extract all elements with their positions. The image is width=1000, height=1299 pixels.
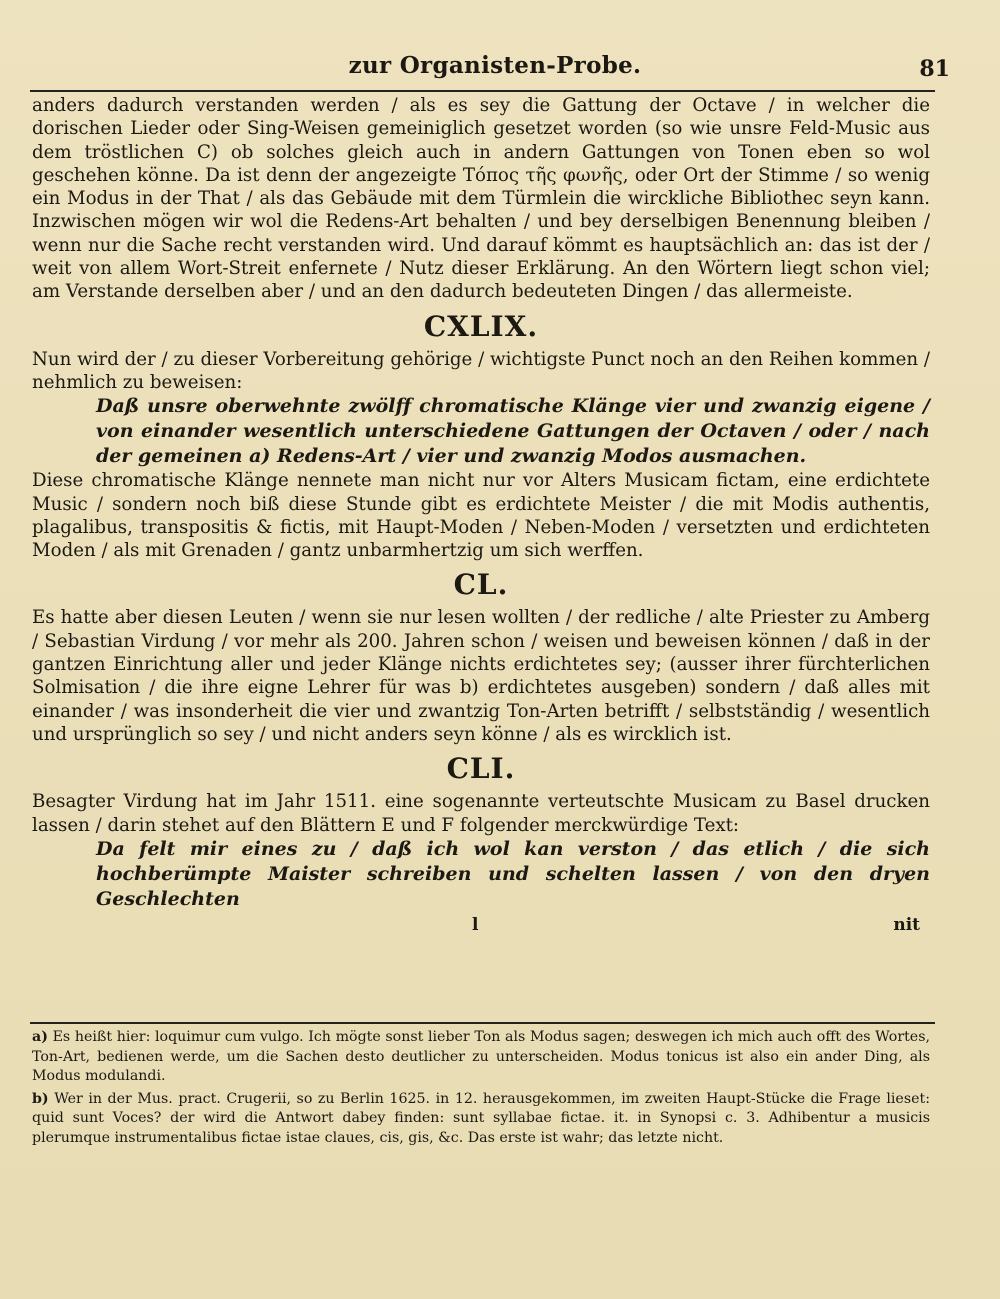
virdung-quote: Da felt mir eines zu / daß ich wol kan verston / das etlich / die sich hochberümpte Maister schreiben und schelten lassen / von den dryen Geschlechten [96, 837, 930, 910]
page-number: 81 [919, 56, 950, 82]
footnotes [32, 1028, 930, 1151]
section-number-150: CL. [453, 568, 509, 602]
page-header [30, 52, 960, 82]
paragraph-150: Es hatte aber diesen Leuten / wenn sie nur lesen wollten / der redliche / alte Priester zu Amberg / Sebastian Virdung / vor mehr als 200. Jahren schon / weisen und beweisen können / daß in der gantzen Einrichtung aller und jeder Klänge nichts erdichtetes sey; (ausser ihrer fürchterlichen Solmisation / die ihre eigne Lehrer für was b) erdichtetes ausgeben) sondern / daß alles mit einander / was insonderheit die vier und zwantzig Ton-Arten betrifft / selbstständig / wesentlich und ursprünglich so sey / und nicht anders seyn könne / als es wircklich ist. [32, 607, 930, 745]
catchword-line [32, 914, 930, 937]
main-text [32, 94, 930, 937]
footnote-b-mark: b) [32, 1090, 49, 1107]
footnote-b [32, 1090, 930, 1149]
paragraph-continuation: anders dadurch verstanden werden / als es sey die Gattung der Octave / in welcher die dorischen Lieder oder Sing-Weisen gemeiniglich gesetzet worden (so wie unsre Feld-Music aus dem tröstlichen C) ob solches gleich auch in andern Gattungen von Tonen eben so wol geschehen könne. Da ist denn der angezeigte Τόπος τῆς φωνῆς, oder Ort der Stimme / so wenig ein Modus in der That / als das Gebäude mit dem Türmlein die wirckliche Bibliothec seyn kann. Inzwischen mögen wir wol die Redens-Art behalten / und bey derselbigen Benennung bleiben / wenn nur die Sache recht verstanden wird. Und darauf kömmt es hauptsächlich an: das ist der / weit von allem Wort-Streit enfernete / Nutz dieser Erklärung. An den Wörtern liegt schon viel; am Verstande derselben aber / und an den dadurch bedeuteten Dingen / das allermeiste. [32, 95, 930, 303]
signature-mark: l [472, 914, 479, 935]
section-number-149: CXLIX. [423, 309, 539, 343]
footnote-a-mark: a) [32, 1029, 48, 1045]
paragraph-151: Besagter Virdung hat im Jahr 1511. eine sogenannte verteutschte Musicam zu Basel drucken lassen / darin stehet auf den Blättern E und F folgender merckwürdige Text: [32, 791, 930, 836]
catchword: nit [893, 914, 920, 935]
paragraph-149: Nun wird der / zu dieser Vorbereitung gehörige / wichtigste Punct noch an den Reihen kommen / nehmlich zu beweisen: [32, 348, 930, 393]
paragraph-149-b: Diese chromatische Klänge nennete man nicht nur vor Alters Musicam fictam, eine erdichtete Music / sondern noch biß diese Stunde gibt es erdichtete Meister / die mit Modis authentis, plagalibus, transpositis & fictis, mit Haupt-Moden / Neben-Moden / versetzten und erdichteten Moden / als mit Grenaden / gantz unbarmhertzig um sich werffen. [32, 470, 930, 562]
section-number-151: CLI. [446, 752, 516, 786]
footnote-b-text: Wer in der Mus. pract. Crugerii, so zu Berlin 1625. in 12. herausgekommen, im zweiten Haupt-Stücke die Frage lieset: quid sunt Voces? der wird die Antwort dabey finden: sunt syllabae fictae. it. in Synopsi c. 3. Adhibentur a musicis plerumque instrumentalibus fictae istae claues, cis, gis, &c. Das erste ist wahr; das letzte nicht. [32, 1090, 930, 1146]
running-head: zur Organisten-Probe. [348, 52, 642, 79]
thesis-quote: Daß unsre oberwehnte zwölff chromatische Klänge vier und zwanzig eigene / von einander wesentlich unterschiedene Gattungen der Octaven / oder / nach der gemeinen a) Redens-Art / vier und zwanzig Modos ausmachen. [96, 395, 930, 468]
footnote-a [32, 1028, 930, 1087]
footnote-a-text: Es heißt hier: loquimur cum vulgo. Ich mögte sonst lieber Ton als Modus sagen; deswegen ich mich auch offt des Wortes, Ton-Art, bedienen werde, um die Sachen desto deutlicher zu unterscheiden. Modus tonicus ist also ein ander Ding, als Modus modulandi. [32, 1029, 930, 1084]
footnote-rule [30, 1022, 935, 1024]
header-rule [30, 90, 935, 92]
